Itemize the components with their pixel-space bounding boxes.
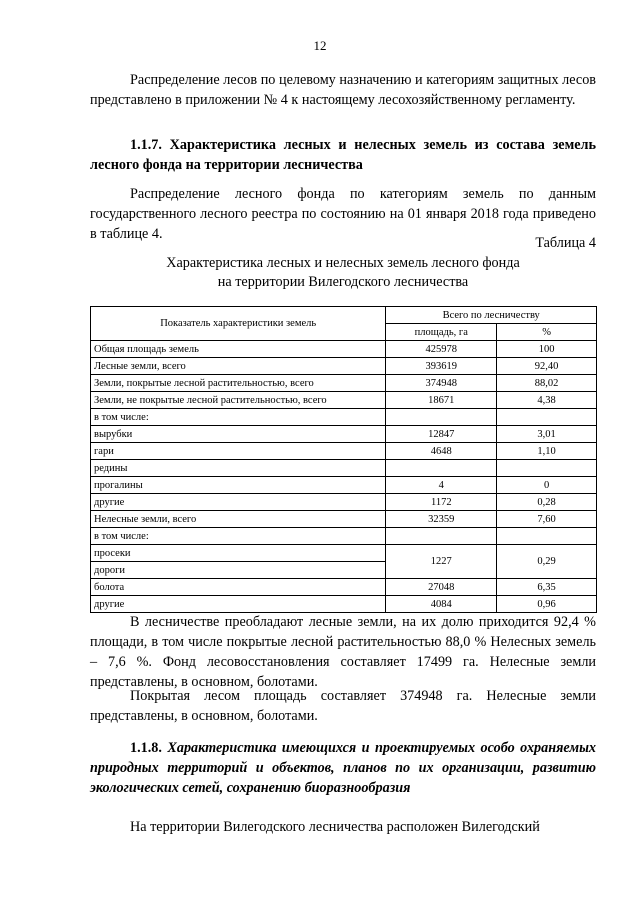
row-percent: 88,02 — [497, 375, 597, 392]
table-row — [91, 596, 597, 613]
section-number: 1.1.8. — [130, 740, 162, 756]
row-percent: 0,28 — [497, 494, 597, 511]
table-title — [90, 254, 596, 292]
row-area: 4 — [386, 477, 497, 494]
row-area: 18671 — [386, 392, 497, 409]
row-name: Лесные земли, всего — [91, 358, 386, 375]
row-percent: 4,38 — [497, 392, 597, 409]
table-row — [91, 579, 597, 596]
row-percent: 3,01 — [497, 426, 597, 443]
row-name: прогалины — [91, 477, 386, 494]
table-row — [91, 375, 597, 392]
row-area: 1172 — [386, 494, 497, 511]
table-title-line-1: Характеристика лесных и нелесных земель лесного фонда — [166, 255, 520, 271]
table-row — [91, 392, 597, 409]
header-percent: % — [497, 324, 597, 341]
row-percent — [497, 460, 597, 477]
row-area: 12847 — [386, 426, 497, 443]
header-total: Всего по лесничеству — [386, 307, 597, 324]
row-area — [386, 528, 497, 545]
row-percent: 0 — [497, 477, 597, 494]
row-name: в том числе: — [91, 528, 386, 545]
row-name: гари — [91, 443, 386, 460]
row-area — [386, 460, 497, 477]
table-row — [91, 545, 597, 562]
row-name: Земли, покрытые лесной растительностью, всего — [91, 375, 386, 392]
row-name: Общая площадь земель — [91, 341, 386, 358]
table-row — [91, 494, 597, 511]
page-number: 12 — [313, 38, 327, 53]
section-title: Характеристика имеющихся и проектируемых особо охраняемых природных территорий и объектов, планов по их организации, развитию экологических сетей, сохранению биоразнообразия — [90, 740, 597, 796]
land-characteristics-table — [90, 306, 597, 613]
table-title-line-2: на территории Вилегодского лесничества — [217, 274, 469, 290]
section-heading-1-1-7 — [90, 135, 596, 175]
table-row — [91, 409, 597, 426]
row-name: болота — [91, 579, 386, 596]
row-percent: 0,96 — [497, 596, 597, 613]
intro-paragraph: Распределение лесов по целевому назначению и категориям защитных лесов представлено в приложении № 4 к настоящему лесохозяйственному регламенту. — [90, 72, 596, 108]
row-percent — [497, 409, 597, 426]
header-area: площадь, га — [386, 324, 497, 341]
row-percent: 6,35 — [497, 579, 597, 596]
row-name: просеки — [91, 545, 386, 562]
table-row — [91, 443, 597, 460]
row-name: другие — [91, 596, 386, 613]
table-row — [91, 477, 597, 494]
table-label: Таблица 4 — [535, 235, 596, 251]
table-row — [91, 460, 597, 477]
row-area: 4084 — [386, 596, 497, 613]
row-area: 1227 — [386, 545, 497, 579]
table-row — [91, 528, 597, 545]
row-area: 32359 — [386, 511, 497, 528]
row-name: редины — [91, 460, 386, 477]
summary-paragraph: В лесничестве преобладают лесные земли, на их долю приходится 92,4 % площади, в том числе покрытые лесной растительностью 88,0 % Нелесных земель – 7,6 %. Фонд лесовосстановления составляет 17499 га. Нелесные земли представлены, в основном, болотами. — [90, 614, 596, 690]
row-percent: 100 — [497, 341, 597, 358]
table-intro-paragraph: Распределение лесного фонда по категориям земель по данным государственного лесного реестра по состоянию на 01 января 2018 года приведено в таблице 4. — [90, 186, 596, 242]
row-area: 374948 — [386, 375, 497, 392]
table-row — [91, 511, 597, 528]
header-indicator: Показатель характеристики земель — [91, 307, 386, 341]
section-number: 1.1.7. — [130, 137, 162, 153]
row-percent: 0,29 — [497, 545, 597, 579]
closing-paragraph: На территории Вилегодского лесничества расположен Вилегодский — [130, 819, 540, 835]
row-area: 393619 — [386, 358, 497, 375]
table-row — [91, 358, 597, 375]
row-area — [386, 409, 497, 426]
table-row — [91, 341, 597, 358]
section-heading-1-1-8 — [90, 738, 596, 798]
row-name: Земли, не покрытые лесной растительностью, всего — [91, 392, 386, 409]
row-name: другие — [91, 494, 386, 511]
forest-area-paragraph: Покрытая лесом площадь составляет 374948 га. Нелесные земли представлены, в основном, болотами. — [90, 688, 596, 724]
table-row — [91, 426, 597, 443]
row-percent — [497, 528, 597, 545]
row-area: 27048 — [386, 579, 497, 596]
row-percent: 1,10 — [497, 443, 597, 460]
row-name: дороги — [91, 562, 386, 579]
section-title: Характеристика лесных и нелесных земель из состава земель лесного фонда на территории лесничества — [90, 137, 597, 173]
row-name: в том числе: — [91, 409, 386, 426]
row-name: Нелесные земли, всего — [91, 511, 386, 528]
row-area: 425978 — [386, 341, 497, 358]
row-percent: 7,60 — [497, 511, 597, 528]
row-name: вырубки — [91, 426, 386, 443]
row-percent: 92,40 — [497, 358, 597, 375]
row-area: 4648 — [386, 443, 497, 460]
